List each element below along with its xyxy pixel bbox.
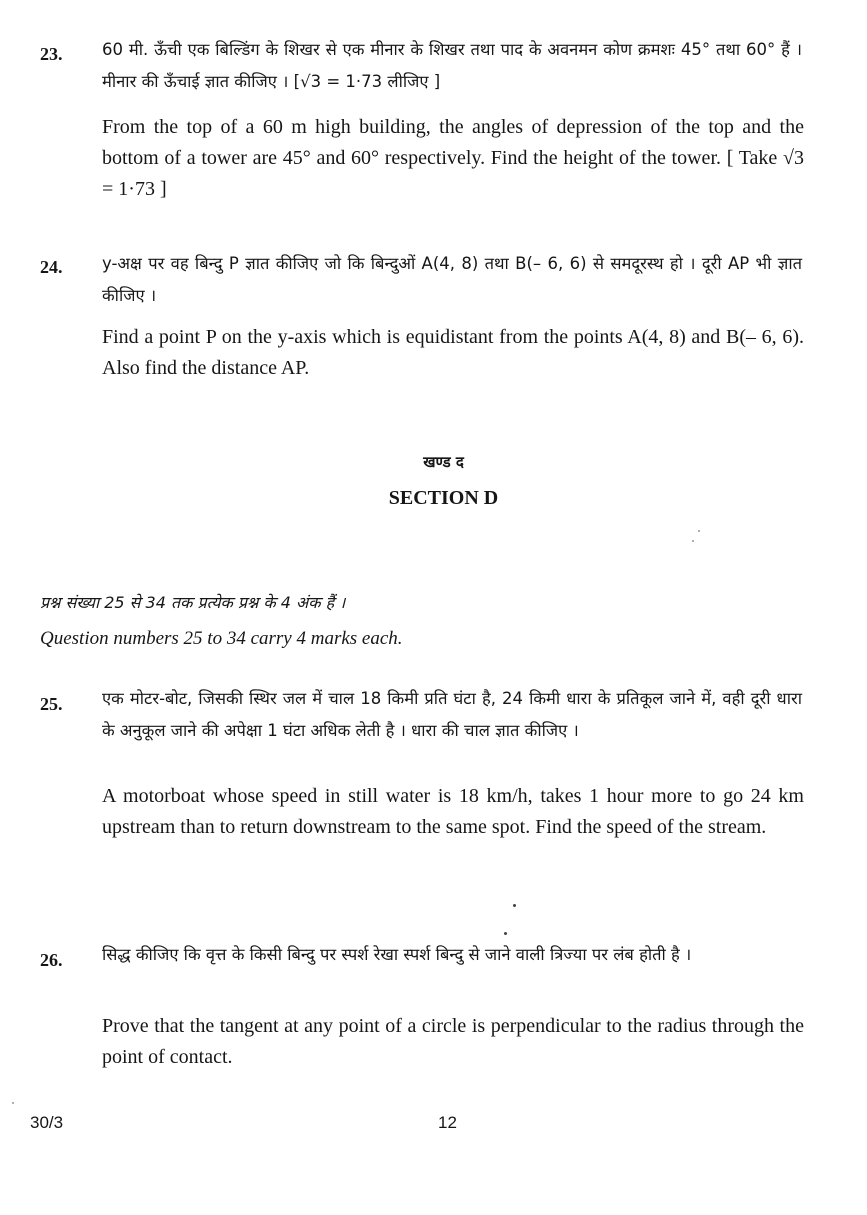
question-text-hindi: y-अक्ष पर वह बिन्दु P ज्ञात कीजिए जो कि बिन्दुओं A(4, 8) तथा B(– 6, 6) से समदूरस्थ हो । दूरी AP भी ज्ञात कीजिए । <box>102 254 802 305</box>
page-number: 12 <box>438 1113 457 1132</box>
question-number: 24. <box>40 257 63 277</box>
scan-speck <box>504 932 507 935</box>
question-text-english: From the top of a 60 m high building, the angles of depression of the top and the bottom of a tower are 45° and 60° respectively. Find the height of the tower. [ Take √3 = 1·73 ] <box>102 116 804 200</box>
question-number: 26. <box>40 950 63 970</box>
section-heading-english: SECTION D <box>388 487 499 509</box>
marks-instruction-hindi: प्रश्न संख्या 25 से 34 तक प्रत्येक प्रश्न के 4 अंक हैं । <box>40 593 346 612</box>
scan-speck <box>692 540 694 542</box>
scan-speck <box>12 1102 14 1104</box>
scan-speck <box>698 530 700 532</box>
question-text-english: Find a point P on the y-axis which is equidistant from the points A(4, 8) and B(– 6, 6). Also find the distance AP. <box>102 326 804 379</box>
scan-speck <box>513 904 516 907</box>
question-text-hindi: एक मोटर-बोट, जिसकी स्थिर जल में चाल 18 किमी प्रति घंटा है, 24 किमी धारा के प्रतिकूल जाने में, वही दूरी धारा के अनुकूल जाने की अपेक्षा 1 घंटा अधिक लेती है । धारा की चाल ज्ञात कीजिए । <box>102 689 802 740</box>
question-text-hindi: सिद्ध कीजिए कि वृत्त के किसी बिन्दु पर स्पर्श रेखा स्पर्श बिन्दु से जाने वाली त्रिज्या पर लंब होती है । <box>102 945 692 964</box>
question-number: 25. <box>40 694 63 714</box>
question-number: 23. <box>40 44 63 64</box>
question-text-hindi: 60 मी. ऊँची एक बिल्डिंग के शिखर से एक मीनार के शिखर तथा पाद के अवनमन कोण क्रमशः 45° तथा 60° हैं । मीनार की ऊँचाई ज्ञात कीजिए । [√3 = 1·73 लीजिए ] <box>102 40 802 91</box>
question-text-english: A motorboat whose speed in still water is 18 km/h, takes 1 hour more to go 24 km upstream than to return downstream to the same spot. Find the speed of the stream. <box>102 785 804 838</box>
question-text-english: Prove that the tangent at any point of a circle is perpendicular to the radius through the point of contact. <box>102 1015 804 1068</box>
paper-code: 30/3 <box>30 1113 64 1132</box>
section-heading-hindi: खण्ड द <box>423 453 464 471</box>
marks-instruction-english: Question numbers 25 to 34 carry 4 marks each. <box>40 628 403 649</box>
